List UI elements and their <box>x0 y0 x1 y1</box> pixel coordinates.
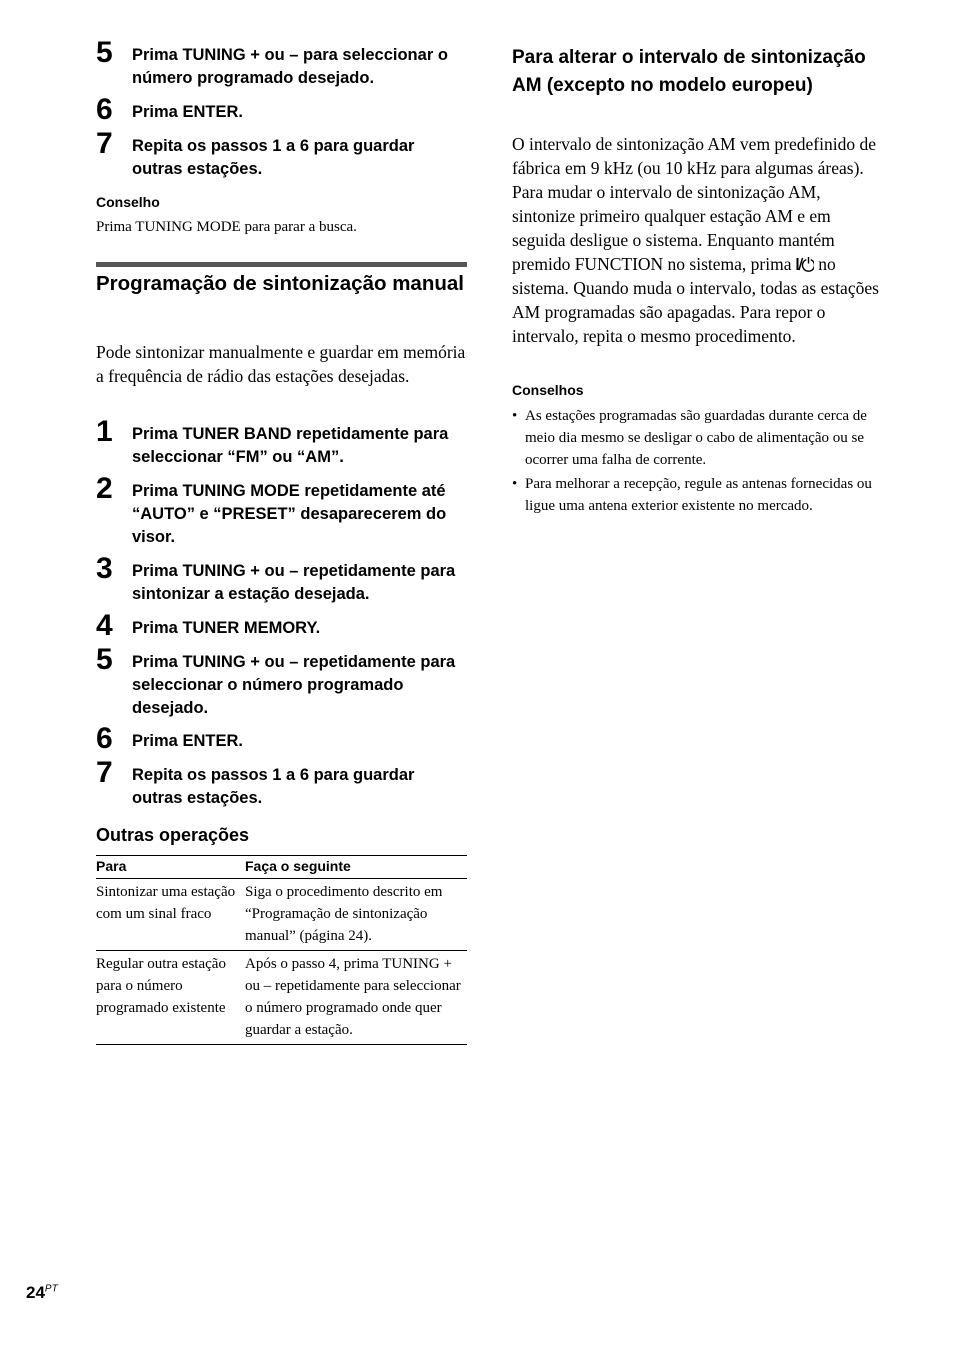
step-text: Repita os passos 1 a 6 para guardar outras estações. <box>132 137 415 178</box>
paragraph-text-end: no sistema. Quando muda o intervalo, todas as estações AM programadas são apagadas. Para repor o intervalo, repita o mesmo procedimento. <box>512 254 879 346</box>
step-text: Prima TUNING + ou – para seleccionar o número programado desejado. <box>132 46 448 87</box>
table-cell: Siga o procedimento descrito em “Programação de sintonização manual” (página 24). <box>245 879 467 951</box>
step-number: 7 <box>96 756 113 789</box>
page-number-value: 24 <box>26 1283 45 1302</box>
tip-text: Prima TUNING MODE para parar a busca. <box>96 219 357 235</box>
other-operations-title: Outras operações <box>96 825 250 845</box>
operations-table <box>96 855 467 1045</box>
power-icon <box>796 254 814 270</box>
step-text: Prima TUNER BAND repetidamente para seleccionar “FM” ou “AM”. <box>132 425 449 466</box>
step-number: 1 <box>96 415 113 448</box>
column-header: Faça o seguinte <box>245 856 467 879</box>
table-cell: Após o passo 4, prima TUNING + ou – repetidamente para seleccionar o número programado onde quer guardar a estação. <box>245 951 467 1045</box>
step-text: Prima ENTER. <box>132 732 243 750</box>
step-number: 5 <box>96 36 113 69</box>
list-item: • Para melhorar a recepção, regule as antenas fornecidas ou ligue uma antena exterior existente no mercado. <box>512 473 884 517</box>
table-header-row <box>96 856 467 879</box>
page-number-suffix: PT <box>44 1283 58 1295</box>
table-cell: Sintonizar uma estação com um sinal fraco <box>96 879 245 951</box>
step-number: 6 <box>96 93 113 126</box>
tips-list <box>512 405 884 519</box>
am-interval-title: Para alterar o intervalo de sintonização AM (excepto no modelo europeu) <box>512 47 866 96</box>
step-text: Prima ENTER. <box>132 103 243 121</box>
step-text: Repita os passos 1 a 6 para guardar outras estações. <box>132 766 415 807</box>
step-text: Prima TUNING + ou – repetidamente para seleccionar o número programado desejado. <box>132 653 456 717</box>
section-divider <box>96 262 467 267</box>
step-number: 5 <box>96 643 113 676</box>
intro-paragraph: Pode sintonizar manualmente e guardar em memória a frequência de rádio das estações desejadas. <box>96 342 466 386</box>
table-row <box>96 879 467 951</box>
page-number <box>26 1283 58 1303</box>
step-text: Prima TUNING MODE repetidamente até “AUTO” e “PRESET” desaparecerem do visor. <box>132 482 447 546</box>
step-number: 4 <box>96 609 113 642</box>
tips-label: Conselhos <box>512 382 584 398</box>
list-item: • As estações programadas são guardadas durante cerca de meio dia mesmo se desligar o cabo de alimentação ou se ocorrer uma falha de corrente. <box>512 405 884 471</box>
step-text: Prima TUNER MEMORY. <box>132 619 321 637</box>
step-number: 6 <box>96 722 113 755</box>
am-interval-paragraph <box>512 132 884 348</box>
table-row <box>96 951 467 1045</box>
section-title: Programação de sintonização manual <box>96 272 464 295</box>
table-cell: Regular outra estação para o número programado existente <box>96 951 245 1045</box>
tip-label: Conselho <box>96 194 160 210</box>
step-number: 7 <box>96 127 113 160</box>
step-text: Prima TUNING + ou – repetidamente para sintonizar a estação desejada. <box>132 562 456 603</box>
paragraph-text-start: O intervalo de sintonização AM vem predefinido de fábrica em 9 kHz (ou 10 kHz para algumas áreas). Para mudar o intervalo de sintonização AM, sintonize primeiro qualquer estação AM e em seguida desligue o sistema. Enquanto mantém premido FUNCTION no sistema, prima <box>512 134 876 274</box>
step-number: 3 <box>96 552 113 585</box>
step-number: 2 <box>96 472 113 505</box>
column-header: Para <box>96 856 245 879</box>
